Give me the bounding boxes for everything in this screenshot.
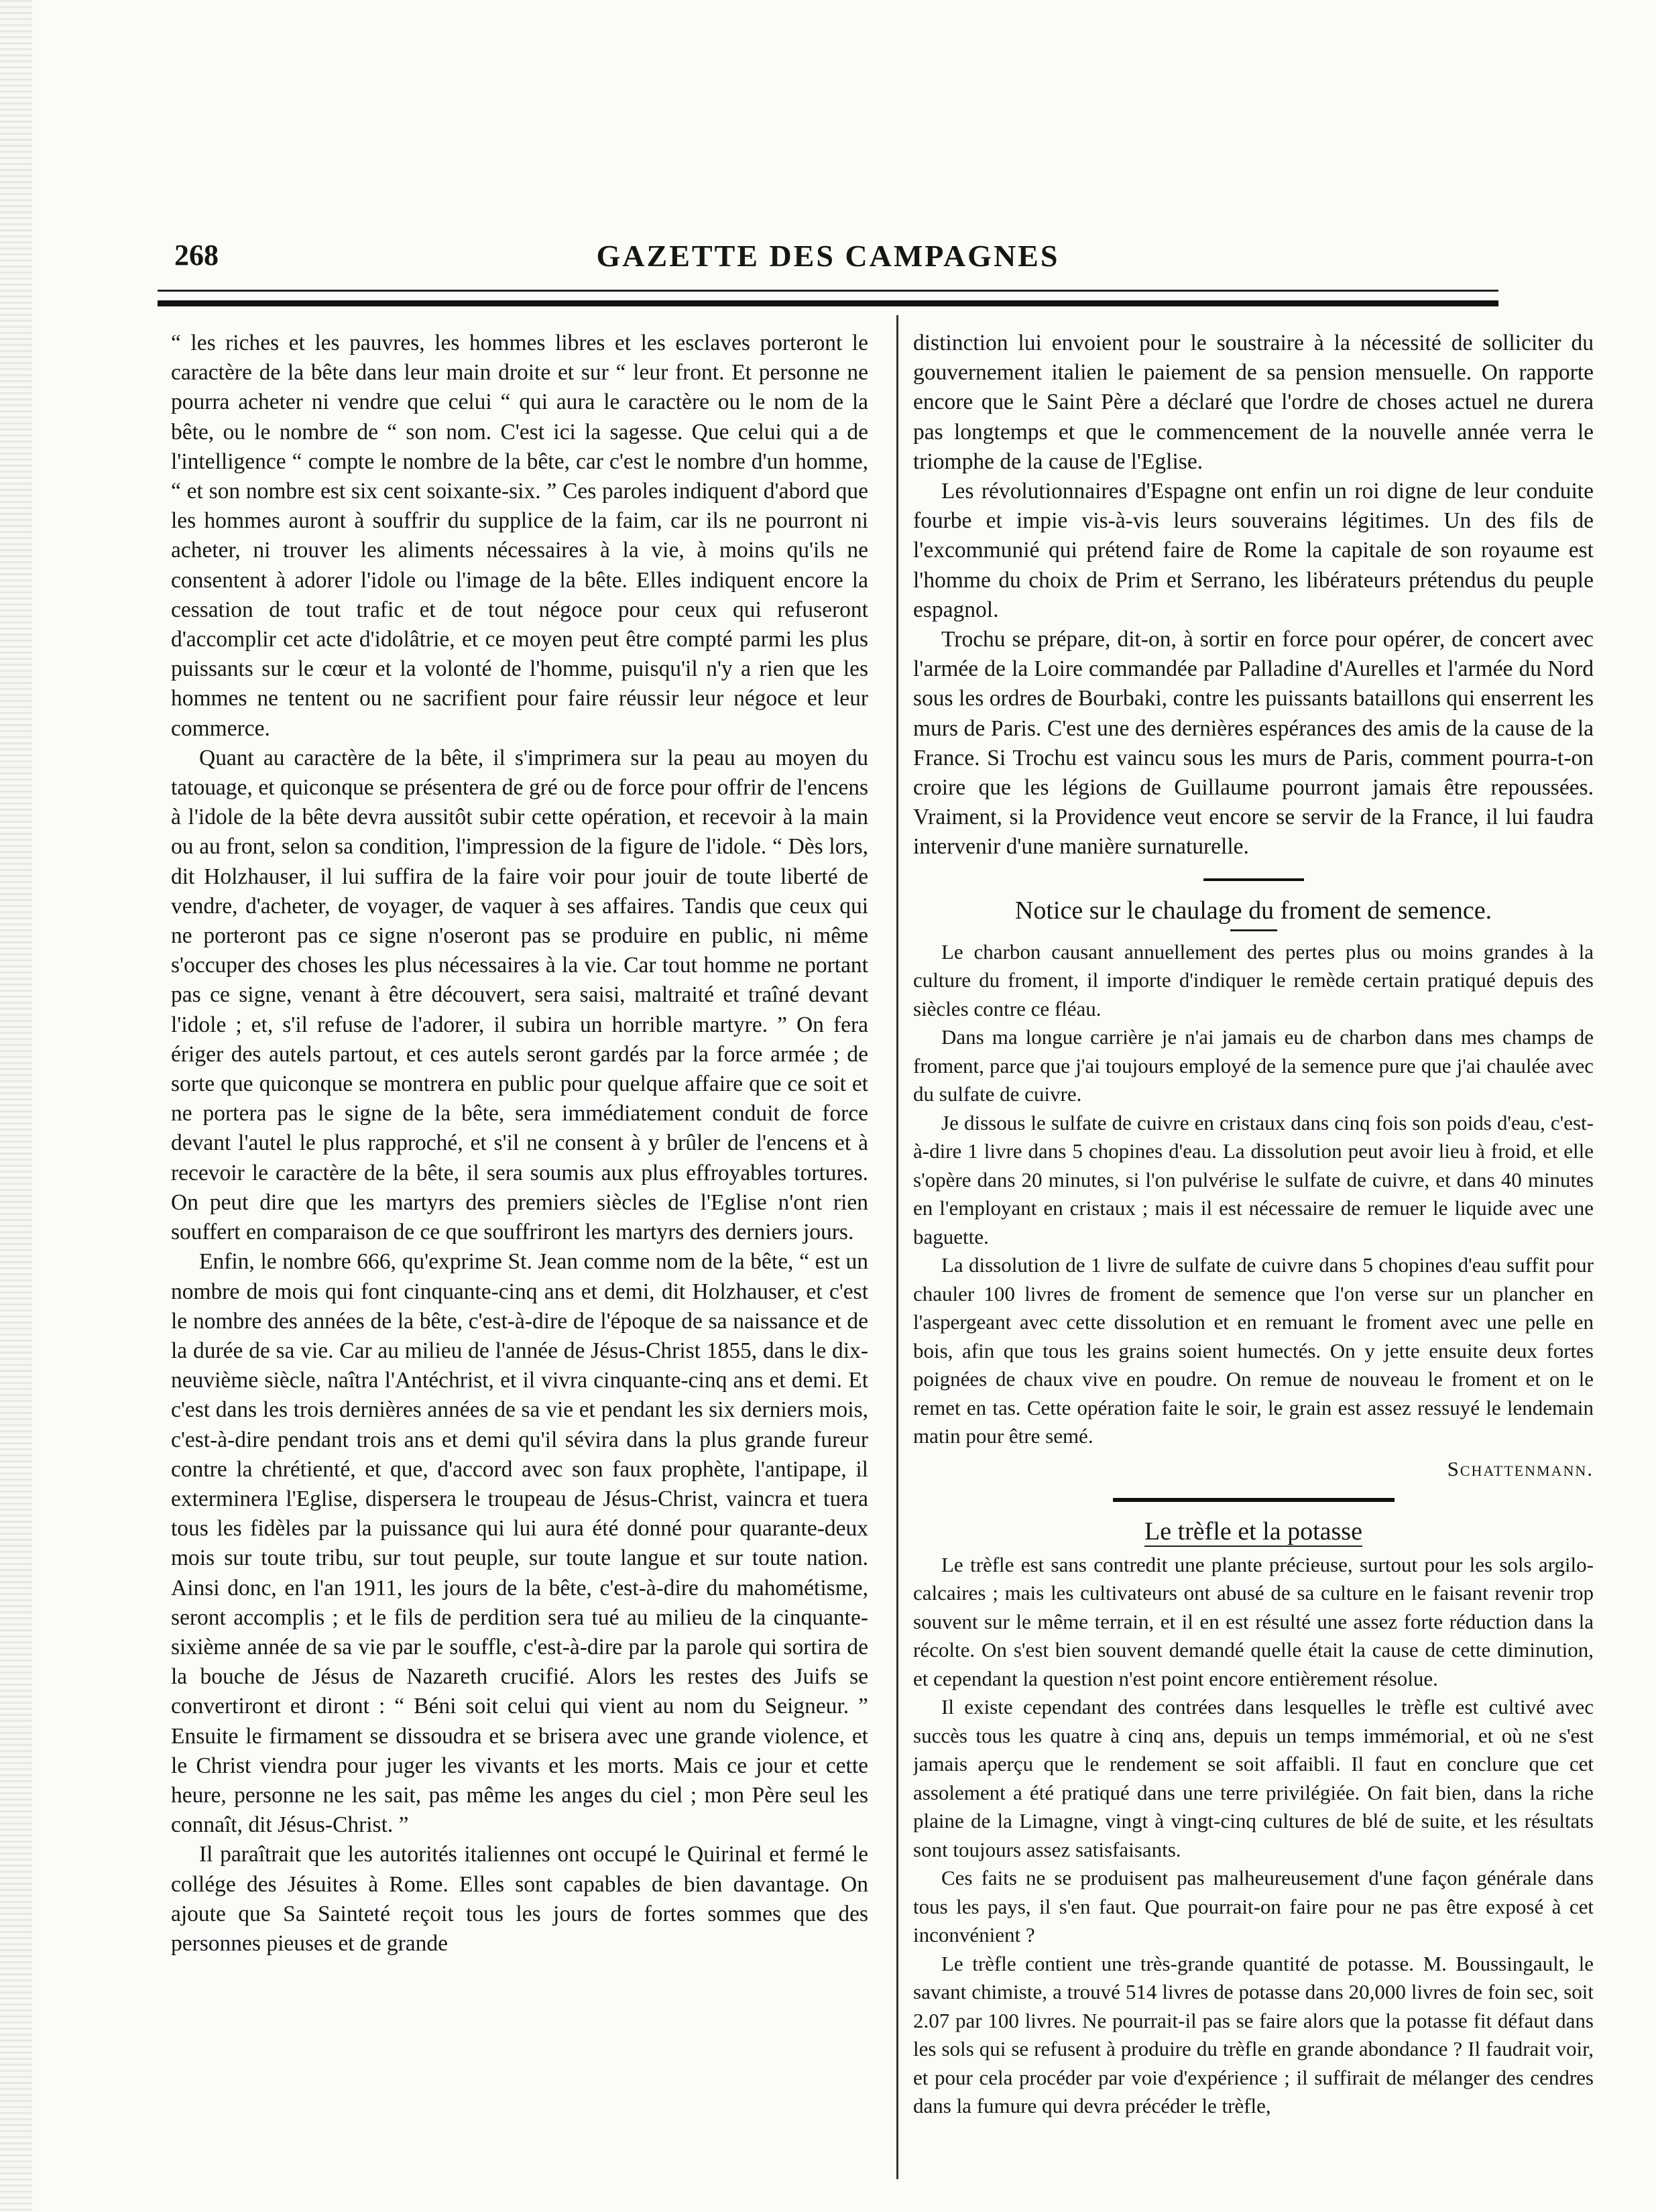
section-paragraph: Le trèfle est sans contredit une plante précieuse, surtout pour les sols argilo-calcaires ; mais les cultivateurs ont abusé de sa culture en le faisant revenir trop souvent sur le même terrain, et il en est résulté une assez forte réduction dans la récolte. On s'est bien souvent demandé quelle était la cause de cette diminution, et cependant la question n'est point encore entièrement résolue. <box>913 1552 1594 1690</box>
section-title-trefle <box>913 1517 1594 1546</box>
section-paragraph: Le trèfle contient une très-grande quantité de potasse. M. Boussingault, le savant chimiste, a trouvé 514 livres de potasse dans 20,000 livres de foin sec, soit 2.07 par 100 livres. Ne pourrait-il pas se faire alors que la potasse fit défaut dans les sols qui se refusent à produire du trèfle en grande abondance ? Il faudrait voir, et pour cela procéder par voie d'expérience ; il suffirait de mélanger des cendres dans la fumure qui devra précéder le trèfle, <box>913 1951 1594 2118</box>
right-paragraph: Les révolutionnaires d'Espagne ont enfin un roi digne de leur conduite fourbe et impie vis-à-vis leurs souverains légitimes. Un des fils de l'excommunié qui prétend faire de Rome la capitale de son royaume est l'homme du choix de Prim et Serrano, les libérateurs prétendus du peuple espagnol. <box>913 479 1594 622</box>
section-separator <box>1113 1498 1395 1502</box>
section-title-chaulage: Notice sur le chaulage du froment de semence. <box>1014 896 1492 925</box>
right-paragraph: distinction lui envoient pour le soustraire à la nécessité de solliciter du gouvernement italien le paiement de sa pension mensuelle. On rapporte encore que le Saint Père a déclaré que l'ordre de choses actuel ne durera pas longtemps et que le commencement de la nouvelle année verra le triomphe de la cause de l'Eglise. <box>913 331 1594 474</box>
left-paragraph: Il paraîtrait que les autorités italiennes ont occupé le Quirinal et fermé le collége des Jésuites à Rome. Elles sont capables de bien davantage. On ajoute que Sa Sainteté reçoit tous les jours de fortes sommes que des personnes pieuses et de grande <box>171 1842 868 1956</box>
section-paragraph: Le charbon causant annuellement des pertes plus ou moins grandes à la culture du froment, il importe d'indiquer le remède certain pratiqué depuis des siècles contre ce fléau. <box>913 939 1594 1021</box>
left-column <box>171 329 868 2179</box>
section-paragraph: La dissolution de 1 livre de sulfate de cuivre dans 5 chopines d'eau suffit pour chauler 100 livres de froment de semence que l'on verse sur un plancher en l'aspergeant avec cette dissolution et en remuant le froment avec une pelle en bois, afin que tous les grains soient humectés. On y jette ensuite deux fortes poignées de chaux vive en poudre. On remue de nouveau le froment et on le remet en tas. Cette opération faite le soir, le grain est assez ressuyé le lendemain matin pour être semé. <box>913 1253 1594 1448</box>
page-header <box>174 238 1482 278</box>
column-divider <box>896 315 898 2179</box>
left-paragraph: Quant au caractère de la bête, il s'imprimera sur la peau au moyen du tatouage, et quiconque se présentera de gré ou de force pour offrir de l'encens à l'idole de la bête devra aussitôt subir cette opération, et recevoir à la main ou au front, selon sa condition, l'impression de la figure de l'idole. “ Dès lors, dit Holzhauser, il lui suffira de la faire voir pour jouir de toute liberté de vendre, d'acheter, de voyager, de vaquer à ses affaires. Tandis que ceux qui ne porteront pas ce signe n'oseront pas se produire en public, ni même s'occuper des choses les plus nécessaires à la vie. Car tout homme ne portant pas ce signe, venant à être découvert, sera saisi, maltraité et traîné devant l'idole ; et, s'il refuse de l'adorer, il subira un horrible martyre. ” On fera ériger des autels partout, et ces autels seront gardés par la force armée ; de sorte que quiconque se montrera en public pour quelque affaire que ce soit et ne portera pas le signe de la bête, sera immédiatement conduit de force devant l'autel le plus rapproché, et s'il ne consent à y brûler de l'encens et à recevoir le caractère de la bête, il sera soumis aux plus effroyables tortures. On peut dire que les martyrs des premiers siècles de l'Eglise n'ont rien souffert en comparaison de ce que souffriront les martyrs des derniers jours. <box>171 745 868 1245</box>
header-rule-thick <box>158 300 1498 306</box>
right-column <box>913 329 1594 2179</box>
page-number: 268 <box>174 239 219 272</box>
section-paragraph: Ces faits ne se produisent pas malheureusement d'une façon générale dans tous les pays, il s'en faut. Que pourrait-on faire pour ne pas être exposé à cet inconvénient ? <box>913 1866 1594 1947</box>
journal-title: GAZETTE DES CAMPAGNES <box>596 239 1060 273</box>
section-separator <box>1203 878 1304 881</box>
section-paragraph: Dans ma longue carrière je n'ai jamais eu de charbon dans mes champs de froment, parce que j'ai toujours employé de la semence pure que j'ai chaulée avec du sulfate de cuivre. <box>913 1025 1594 1106</box>
section-paragraph: Il existe cependant des contrées dans lesquelles le trèfle est cultivé avec succès tous les quatre à cinq ans, depuis un temps immémorial, et où ne s'est jamais aperçu que le rendement se soit affaibli. Il faut en conclure que cet assolement a été pratiqué dans une terre privilégiée. On fait bien, dans la riche plaine de la Limagne, vingt à vingt-cinq cultures de blé de suite, et les résultats sont toujours assez satisfaisants. <box>913 1695 1594 1861</box>
scan-edge-noise <box>0 0 32 2212</box>
left-paragraph: “ les riches et les pauvres, les hommes libres et les esclaves porteront le caractère de la bête dans leur main droite et sur “ leur front. Et personne ne pourra acheter ni vendre que celui “ qui aura le caractère ou le nom de la bête, ou le nombre de “ son nom. C'est ici la sagesse. Que celui qui a de l'intelligence “ compte le nombre de la bête, car c'est le nombre d'un homme, “ et son nombre est six cent soixante-six. ” Ces paroles indiquent d'abord que les hommes auront à souffrir du supplice de la faim, car ils ne pourront ni acheter, ni trouver les aliments nécessaires à la vie, à moins qu'ils ne consentent à adorer l'idole ou l'image de la bête. Elles indiquent encore la cessation de tout trafic et de tout négoce pour ceux qui refuseront d'accomplir cet acte d'idolâtrie, et ce moyen peut être compté parmi les plus puissants sur le cœur et la volonté de l'homme, puisqu'il n'y a rien que les hommes ne tentent ou ne sacrifient pour faire réussir leur négoce et leur commerce. <box>171 331 868 741</box>
section-body-chaulage <box>913 938 1594 1484</box>
author-signature: Schattenmann. <box>1447 1456 1594 1480</box>
right-paragraph: Trochu se prépare, dit-on, à sortir en force pour opérer, de concert avec l'armée de la Loire commandée par Palladine d'Aurelles et l'armée du Nord sous les ordres de Bourbaki, contre les puissants bataillons qui enserrent les murs de Paris. C'est une des dernières espérances des amis de la cause de la France. Si Trochu est vaincu sous les murs de Paris, comment pourra-t-on croire que les légions de Guillaume pourront jamais être repoussées. Vraiment, si la Providence veut encore se servir de la France, il lui faudra intervenir d'une manière surnaturelle. <box>913 627 1594 860</box>
left-paragraph: Enfin, le nombre 666, qu'exprime St. Jean comme nom de la bête, “ est un nombre de mois qui font cinquante-cinq ans et demi, dit Holzhauser, et c'est le nombre des années de la bête, c'est-à-dire de l'époque de sa naissance et de la durée de sa vie. Car au milieu de l'année de Jésus-Christ 1855, dans le dix-neuvième siècle, naîtra l'Antéchrist, et il vivra cinquante-cinq ans et demi. Et c'est dans les trois dernières années de sa vie et pendant les six derniers mois, c'est-à-dire pendant trois ans et demi qu'il sévira dans la plus grande fureur contre la chrétienté, et que, d'accord avec son faux prophète, l'antipape, il exterminera l'Eglise, dispersera le troupeau de Jésus-Christ, vaincra et tuera tous les fidèles par la puissance qui lui aura été donné pour quarante-deux mois sur toute tribu, sur tout peuple, sur toute langue et sur toute nation. Ainsi donc, en l'an 1911, les jours de la bête, c'est-à-dire du mahométisme, seront accomplis ; et le fils de perdition sera tué au milieu de la cinquante-sixième année de sa vie par le souffle, c'est-à-dire par la parole qui sortira de la bouche de Jésus de Nazareth crucifié. Alors les restes des Juifs se convertiront et diront : “ Béni soit celui qui vient au nom du Seigneur. ” Ensuite le firmament se dissoudra et se brisera avec une grande violence, et le Christ viendra pour juger les vivants et les morts. Mais ce jour et cette heure, personne ne les sait, pas même les anges du ciel ; mon Père seul les connaît, dit Jésus-Christ. ” <box>171 1249 868 1838</box>
section-dash <box>1230 929 1277 931</box>
header-rule-thin <box>158 290 1498 292</box>
section-paragraph: Je dissous le sulfate de cuivre en cristaux dans cinq fois son poids d'eau, c'est-à-dire 1 livre dans 5 chopines d'eau. La dissolution peut avoir lieu à froid, et elle s'opère dans 20 minutes, si l'on pulvérise le sulfate de cuivre, et dans 40 minutes en l'employant en cristaux ; mais il est nécessaire de remuer le liquide avec une baguette. <box>913 1110 1594 1248</box>
section-body-trefle <box>913 1551 1594 2121</box>
section-title-trefle-text: Le trèfle et la potasse <box>1144 1517 1362 1546</box>
